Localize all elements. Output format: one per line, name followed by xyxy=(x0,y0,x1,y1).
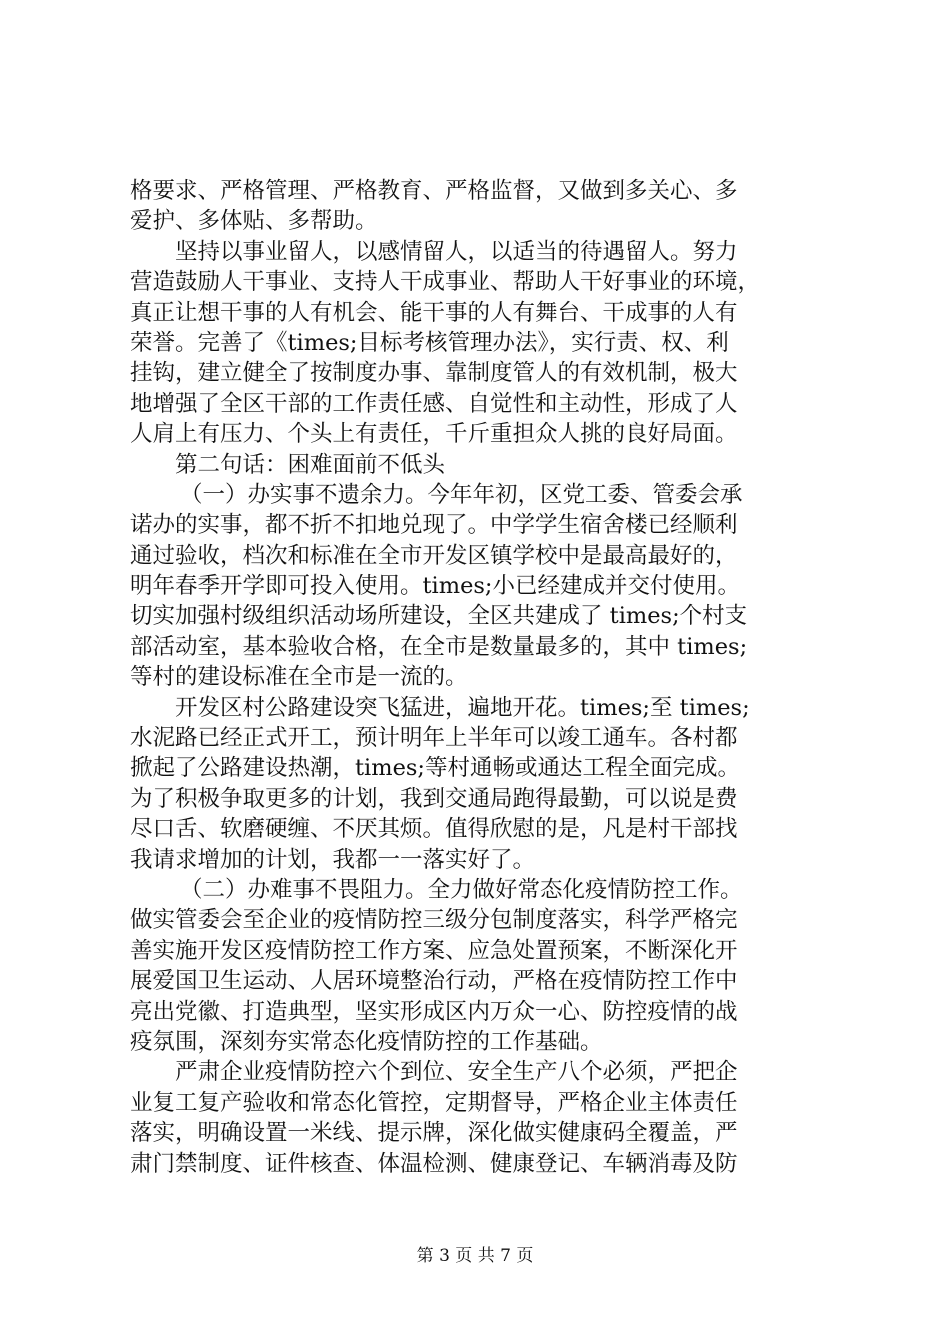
page-number-footer: 第 3 页 共 7 页 xyxy=(416,1246,534,1266)
text-line: 水泥路已经正式开工，预计明年上半年可以竣工通车。各村都 xyxy=(130,725,738,752)
text-line: 我请求增加的计划，我都一一落实好了。 xyxy=(130,846,536,873)
text-line: 挂钩，建立健全了按制度办事、靠制度管人的有效机制，极大 xyxy=(130,360,738,387)
text-line: 为了积极争取更多的计划，我到交通局跑得最勤，可以说是费 xyxy=(130,785,738,812)
text-line: 人肩上有压力、个头上有责任，千斤重担众人挑的良好局面。 xyxy=(130,421,738,448)
section-heading: 第二句话：困难面前不低头 xyxy=(175,451,446,478)
text-line: 开发区村公路建设突飞猛进，遍地开花。times;至 times; xyxy=(175,694,750,721)
text-line: （一）办实事不遗余力。今年年初，区党工委、管委会承 xyxy=(180,481,743,508)
text-line: 善实施开发区疫情防控工作方案、应急处置预案，不断深化开 xyxy=(130,937,738,964)
text-line: 部活动室，基本验收合格，在全市是数量最多的，其中 times; xyxy=(130,633,748,660)
text-line: 荣誉。完善了《times;目标考核管理办法》，实行责、权、利 xyxy=(130,329,729,356)
text-line: 地增强了全区干部的工作责任感、自觉性和主动性，形成了人 xyxy=(130,390,738,417)
text-line: 坚持以事业留人，以感情留人，以适当的待遇留人。努力 xyxy=(175,238,738,265)
text-line: 严肃企业疫情防控六个到位、安全生产八个必须，严把企 xyxy=(175,1059,738,1086)
text-line: 业复工复产验收和常态化管控，定期督导，严格企业主体责任 xyxy=(130,1089,738,1116)
text-line: 爱护、多体贴、多帮助。 xyxy=(130,208,378,235)
text-line: 诺办的实事，都不折不扣地兑现了。中学学生宿舍楼已经顺利 xyxy=(130,512,738,539)
text-line: 等村的建设标准在全市是一流的。 xyxy=(130,664,468,691)
text-line: 掀起了公路建设热潮，times;等村通畅或通达工程全面完成。 xyxy=(130,755,741,782)
text-line: 展爱国卫生运动、人居环境整治行动，严格在疫情防控工作中 xyxy=(130,968,738,995)
text-line: 做实管委会至企业的疫情防控三级分包制度落实，科学严格完 xyxy=(130,907,738,934)
body-text xyxy=(130,176,836,1179)
text-line: 尽口舌、软磨硬缠、不厌其烦。值得欣慰的是，凡是村干部找 xyxy=(130,816,738,843)
text-line: 营造鼓励人干事业、支持人干成事业、帮助人干好事业的环境， xyxy=(130,269,761,296)
text-line: 落实，明确设置一米线、提示牌，深化做实健康码全覆盖，严 xyxy=(130,1120,738,1147)
text-line: 切实加强村级组织活动场所建设，全区共建成了 times;个村支 xyxy=(130,603,748,630)
text-line: 格要求、严格管理、严格教育、严格监督，又做到多关心、多 xyxy=(130,178,738,204)
text-line: 真正让想干事的人有机会、能干事的人有舞台、干成事的人有 xyxy=(130,299,738,326)
text-line: 通过验收，档次和标准在全市开发区镇学校中是最高最好的， xyxy=(130,542,738,569)
text-line: 肃门禁制度、证件核查、体温检测、健康登记、车辆消毒及防 xyxy=(130,1150,738,1177)
text-line: 亮出党徽、打造典型，坚实形成区内万众一心、防控疫情的战 xyxy=(130,998,738,1025)
text-line: 明年春季开学即可投入使用。times;小已经建成并交付使用。 xyxy=(130,573,741,600)
text-line: （二）办难事不畏阻力。全力做好常态化疫情防控工作。 xyxy=(180,876,743,903)
text-line: 疫氛围，深刻夯实常态化疫情防控的工作基础。 xyxy=(130,1028,603,1055)
